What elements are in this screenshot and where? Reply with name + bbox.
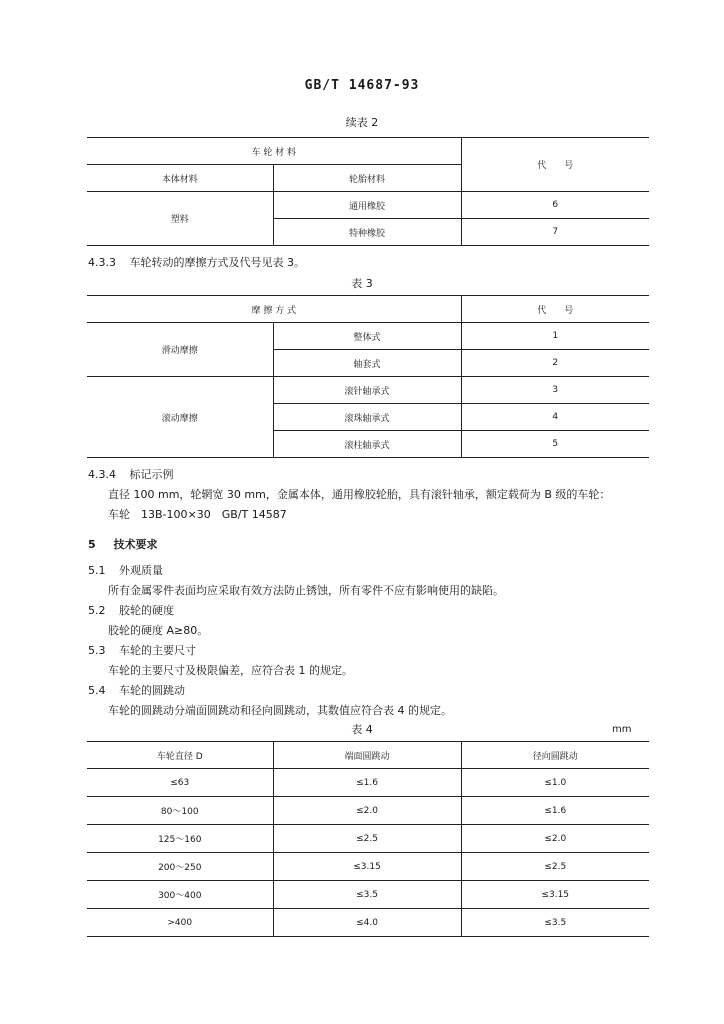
section-title: 胶轮的硬度 (119, 604, 174, 617)
section-4-3-4 (88, 466, 174, 482)
table2 (87, 137, 649, 246)
table3-code-header: 代 号 (461, 296, 649, 323)
marking-example-description: 直径 100 mm，轮辋宽 30 mm，金属本体，通用橡胶轮胎，具有滚针轴承，额定载荷为 B 级的车轮： (108, 488, 611, 501)
marking-example-code: 车轮 13B-100×30 GB/T 14587 (108, 508, 287, 521)
table4-header-diameter: 车轮直径 D (87, 742, 273, 769)
table3-code-cell: 1 (461, 323, 649, 350)
table4-cell: ≤1.6 (461, 797, 649, 825)
table-row (87, 825, 649, 853)
section-5-4-text: 车轮的圆跳动分端面圆跳动和径向圆跳动，其数值应符合表 4 的规定。 (108, 704, 452, 717)
table3-type-cell: 滚柱轴承式 (273, 431, 461, 458)
table3-friction-header: 摩 擦 方 式 (87, 296, 461, 323)
table3-group-rolling: 滚动摩擦 (87, 377, 273, 458)
table3 (87, 295, 649, 458)
section-4-3-3 (88, 254, 305, 270)
table4-cell: 300～400 (87, 881, 273, 909)
table3-type-cell: 整体式 (273, 323, 461, 350)
table3-type-cell: 滚针轴承式 (273, 377, 461, 404)
table2-tire-cell: 通用橡胶 (273, 192, 461, 219)
table4-unit: mm (612, 724, 632, 735)
section-5-3-text: 车轮的主要尺寸及极限偏差，应符合表 1 的规定。 (108, 664, 353, 677)
table4-cell: ≤2.5 (273, 825, 461, 853)
table4-cell: ≤2.0 (461, 825, 649, 853)
table4-cell: >400 (87, 909, 273, 937)
table2-code-cell: 6 (461, 192, 649, 219)
table2-tire-cell: 特种橡胶 (273, 219, 461, 246)
table4-header-face-runout: 端面圆跳动 (273, 742, 461, 769)
section-title: 外观质量 (119, 564, 163, 577)
table-row (87, 853, 649, 881)
table3-code-cell: 5 (461, 431, 649, 458)
section-5-1-text: 所有金属零件表面均应采取有效方法防止锈蚀，所有零件不应有影响使用的缺陷。 (108, 584, 504, 597)
table4-cell: ≤2.0 (273, 797, 461, 825)
section-5-3 (88, 642, 196, 658)
table2-tire-header: 轮胎材料 (273, 165, 461, 192)
section-title: 车轮的圆跳动 (119, 684, 185, 697)
table4 (87, 741, 649, 937)
table-row (87, 881, 649, 909)
table4-cell: ≤3.15 (273, 853, 461, 881)
table3-caption: 表 3 (351, 277, 373, 290)
table4-cell: ≤2.5 (461, 853, 649, 881)
section-text: 车轮转动的摩擦方式及代号见表 3。 (129, 256, 305, 269)
table4-cell: ≤3.5 (461, 909, 649, 937)
section-title: 标记示例 (129, 468, 174, 481)
table4-cell: ≤63 (87, 769, 273, 797)
table3-group-sliding: 滑动摩擦 (87, 323, 273, 377)
document-header: GB/T 14687-93 (304, 78, 420, 93)
table2-body-header: 本体材料 (87, 165, 273, 192)
table4-cell: ≤3.15 (461, 881, 649, 909)
table4-cell: 200～250 (87, 853, 273, 881)
section-number: 5.3 (88, 644, 106, 657)
section-5-2-text: 胶轮的硬度 A≥80。 (108, 624, 209, 637)
table2-caption: 续表 2 (345, 116, 379, 129)
section-5 (88, 536, 158, 552)
table-row (87, 769, 649, 797)
section-number: 5.4 (88, 684, 106, 697)
table4-cell: ≤1.6 (273, 769, 461, 797)
table3-type-cell: 滚珠轴承式 (273, 404, 461, 431)
table4-cell: 80～100 (87, 797, 273, 825)
section-number: 4.3.4 (88, 468, 116, 481)
section-title: 车轮的主要尺寸 (119, 644, 196, 657)
section-number: 5.1 (88, 564, 106, 577)
table3-code-cell: 3 (461, 377, 649, 404)
table3-code-cell: 2 (461, 350, 649, 377)
table4-cell: ≤1.0 (461, 769, 649, 797)
table-row (87, 797, 649, 825)
table3-type-cell: 轴套式 (273, 350, 461, 377)
table2-material-header: 车 轮 材 料 (87, 138, 461, 165)
section-number: 4.3.3 (88, 256, 116, 269)
table4-cell: ≤4.0 (273, 909, 461, 937)
section-5-4 (88, 682, 185, 698)
table4-header-radial-runout: 径向圆跳动 (461, 742, 649, 769)
table4-cell: 125～160 (87, 825, 273, 853)
table2-body-material: 塑料 (87, 192, 273, 246)
section-number: 5 (88, 538, 96, 551)
section-5-2 (88, 602, 174, 618)
section-number: 5.2 (88, 604, 106, 617)
table-row (87, 909, 649, 937)
table2-code-header: 代 号 (461, 138, 649, 192)
section-5-1 (88, 562, 163, 578)
table2-code-cell: 7 (461, 219, 649, 246)
table3-code-cell: 4 (461, 404, 649, 431)
table4-cell: ≤3.5 (273, 881, 461, 909)
table4-caption: 表 4 (351, 723, 373, 736)
section-title: 技术要求 (113, 538, 158, 551)
